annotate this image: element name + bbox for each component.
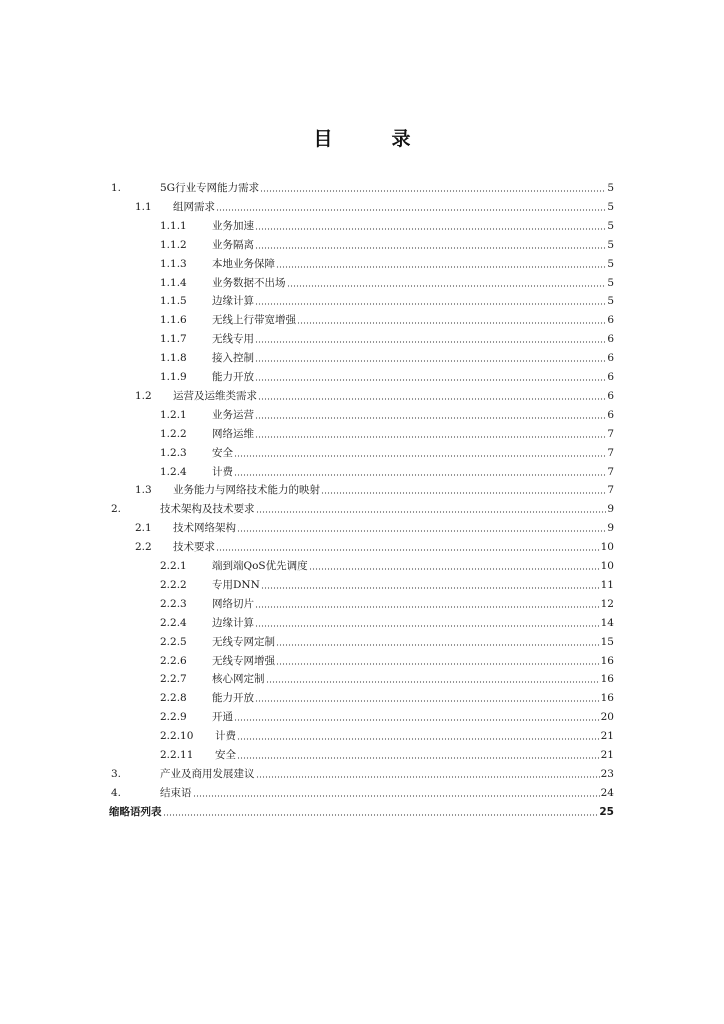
toc-entry-number: 2.1: [135, 522, 152, 535]
toc-entry-page-number: 9: [607, 503, 614, 516]
toc-entry-number: 1.2.1: [160, 408, 187, 421]
toc-entry-number: 2.2.7: [160, 673, 187, 686]
dot-leader: [255, 360, 606, 362]
dot-leader: [255, 436, 606, 438]
toc-entry[interactable]: [160, 463, 614, 479]
dot-leader: [216, 549, 600, 551]
toc-entry-title: 业务能力与网络技术能力的映射: [173, 484, 320, 497]
dot-leader: [255, 303, 606, 305]
toc-entry-page-number: 21: [600, 749, 614, 761]
toc-entry-number: 1.1: [135, 200, 152, 213]
toc-entry[interactable]: [160, 292, 614, 308]
toc-entry-title: 5G行业专网能力需求: [160, 182, 260, 194]
toc-entry[interactable]: [135, 387, 614, 403]
toc-entry[interactable]: [160, 236, 614, 252]
toc-entry[interactable]: [160, 633, 614, 649]
toc-entry-number: 1.1.8: [160, 352, 187, 365]
toc-entry-title: 专用DNN: [212, 578, 260, 591]
toc-entry[interactable]: [160, 255, 614, 271]
toc-entry-page-number: 11: [600, 578, 614, 591]
toc-entry-title: 缩略语列表: [109, 805, 162, 818]
toc-entry-page-number: 7: [607, 427, 614, 440]
toc-entry[interactable]: [160, 727, 614, 743]
toc-entry-title: 端到端QoS优先调度: [212, 560, 308, 572]
toc-entry-title: 技术网络架构: [173, 522, 236, 535]
toc-entry-page-number: 5: [607, 295, 614, 308]
toc-entry[interactable]: [111, 784, 614, 800]
dot-leader: [237, 530, 606, 532]
toc-entry-page-number: 16: [600, 692, 614, 705]
toc-entry-title: 接入控制: [212, 352, 254, 365]
toc-title: 目 录: [313, 128, 431, 150]
dot-leader: [193, 795, 600, 797]
dot-leader: [287, 285, 607, 287]
toc-entry[interactable]: [160, 708, 614, 724]
toc-entry-page-number: 24: [600, 786, 614, 799]
toc-entry-number: 1.1.1: [160, 219, 187, 232]
toc-entry-number: 4.: [111, 786, 122, 799]
toc-entry-title: 无线专用: [212, 333, 254, 346]
toc-entry-page-number: 14: [600, 616, 614, 629]
toc-entry-title: 组网需求: [173, 200, 215, 213]
toc-entry[interactable]: [160, 444, 614, 460]
toc-entry-page-number: 6: [607, 333, 614, 346]
toc-entry-number: 1.1.5: [160, 295, 187, 308]
toc-entry-number: 3.: [111, 767, 122, 780]
toc-entry-number: 1.1.2: [160, 238, 187, 251]
toc-entry-page-number: 20: [600, 711, 614, 724]
toc-entry-page-number: 7: [607, 465, 614, 478]
dot-leader: [276, 266, 606, 268]
toc-entry-title: 业务数据不出场: [212, 276, 286, 289]
toc-entry-page-number: 25: [599, 805, 614, 818]
toc-entry-title: 业务运营: [212, 408, 254, 421]
toc-entry-number: 1.3: [135, 484, 152, 497]
toc-entry[interactable]: [160, 689, 614, 705]
toc-entry[interactable]: [160, 368, 614, 384]
toc-entry-title: 网络运维: [212, 427, 254, 440]
dot-leader: [163, 814, 599, 816]
toc-entry-title: 边缘计算: [212, 616, 254, 629]
toc-entry-title: 技术要求: [173, 541, 215, 554]
toc-entry-number: 1.1.7: [160, 333, 187, 346]
toc-entry-title: 开通: [212, 711, 233, 724]
toc-entry-page-number: 10: [600, 560, 614, 572]
toc-entry-title: 产业及商用发展建议: [160, 767, 255, 780]
toc-entry-title: 本地业务保障: [212, 257, 275, 270]
toc-entry[interactable]: [160, 670, 614, 686]
toc-entry-page-number: 6: [607, 314, 614, 327]
toc-entry[interactable]: [109, 803, 614, 819]
dot-leader: [276, 644, 600, 646]
toc-entry-page-number: 6: [607, 352, 614, 365]
toc-entry-page-number: 23: [600, 767, 614, 780]
toc-entry[interactable]: [160, 595, 614, 611]
toc-entry-title: 结束语: [160, 786, 192, 799]
toc-entry-number: 1.1.9: [160, 371, 187, 383]
dot-leader: [237, 757, 600, 759]
toc-entry-title: 计费: [215, 730, 236, 743]
dot-leader: [234, 455, 606, 457]
dot-leader: [234, 719, 600, 721]
dot-leader: [255, 247, 606, 249]
dot-leader: [258, 398, 606, 400]
toc-entry[interactable]: [160, 406, 614, 422]
toc-entry-number: 2.2.2: [160, 578, 187, 591]
toc-entry-title: 无线上行带宽增强: [212, 314, 296, 327]
toc-entry-title: 运营及运维类需求: [173, 389, 257, 402]
toc-entry-number: 1.2.3: [160, 446, 187, 459]
toc-entry-title: 网络切片: [212, 597, 254, 610]
toc-entry-page-number: 10: [600, 541, 614, 554]
dot-leader: [255, 341, 606, 343]
toc-entry-number: 1.1.4: [160, 276, 187, 289]
toc-entry-page-number: 7: [607, 446, 614, 459]
toc-entry[interactable]: [160, 330, 614, 346]
toc-entry-page-number: 5: [607, 276, 614, 289]
toc-entry[interactable]: [160, 311, 614, 327]
dot-leader: [297, 322, 606, 324]
toc-entry-number: 2.2.9: [160, 711, 187, 724]
toc-entry-number: 2.2.11: [160, 749, 194, 761]
toc-entry-number: 1.1.6: [160, 314, 187, 327]
toc-entry-page-number: 15: [600, 635, 614, 648]
dot-leader: [234, 474, 606, 476]
toc-entry[interactable]: [135, 481, 614, 497]
toc-entry-title: 业务隔离: [212, 238, 254, 251]
toc-entry-page-number: 21: [600, 730, 614, 743]
toc-entry[interactable]: [160, 614, 614, 630]
toc-entry-number: 1.1.3: [160, 257, 187, 270]
dot-leader: [266, 681, 600, 683]
toc-entry-title: 无线专网增强: [212, 654, 275, 667]
dot-leader: [256, 776, 600, 778]
dot-leader: [261, 587, 600, 589]
dot-leader: [276, 663, 600, 665]
dot-leader: [255, 606, 600, 608]
toc-entry-page-number: 6: [607, 408, 614, 421]
toc-entry-number: 2.2: [135, 541, 152, 554]
toc-entry-number: 1.: [111, 182, 122, 194]
toc-entry-number: 1.2.2: [160, 427, 187, 440]
toc-entry-title: 业务加速: [212, 219, 254, 232]
toc-entry-title: 边缘计算: [212, 295, 254, 308]
toc-entry-number: 2.: [111, 503, 122, 516]
toc-entry[interactable]: [111, 179, 614, 195]
toc-entry-page-number: 6: [607, 371, 614, 383]
dot-leader: [260, 190, 606, 192]
dot-leader: [309, 568, 600, 570]
dot-leader: [237, 738, 600, 740]
toc-entry-number: 2.2.4: [160, 616, 187, 629]
toc-entry[interactable]: [111, 500, 614, 516]
toc-entry-title: 能力开放: [212, 692, 254, 705]
toc-entry-page-number: 16: [600, 654, 614, 667]
toc-entry[interactable]: [160, 425, 614, 441]
toc-entry-title: 无线专网定制: [212, 635, 275, 648]
dot-leader: [255, 625, 600, 627]
toc-entry-number: 1.2.4: [160, 465, 187, 478]
toc-entry-title: 安全: [212, 446, 233, 459]
toc-entry-title: 计费: [212, 465, 233, 478]
toc-entry-page-number: 5: [607, 200, 614, 213]
dot-leader: [321, 492, 606, 494]
toc-entry-title: 能力开放: [212, 371, 254, 383]
toc-entry[interactable]: [135, 538, 614, 554]
dot-leader: [255, 417, 606, 419]
toc-entry[interactable]: [160, 576, 614, 592]
toc-entry-page-number: 5: [607, 257, 614, 270]
toc-entry[interactable]: [135, 519, 614, 535]
toc-entry-page-number: 6: [607, 389, 614, 402]
toc-entry-number: 1.2: [135, 389, 152, 402]
toc-entry-page-number: 12: [600, 597, 614, 610]
toc-entry-page-number: 5: [607, 182, 614, 194]
toc-entry-number: 2.2.8: [160, 692, 187, 705]
dot-leader: [255, 700, 600, 702]
toc-entry-page-number: 5: [607, 238, 614, 251]
toc-entry-number: 2.2.3: [160, 597, 187, 610]
toc-entry-number: 2.2.1: [160, 560, 187, 572]
toc-entry[interactable]: [160, 349, 614, 365]
toc-entry-page-number: 7: [607, 484, 614, 497]
toc-entry[interactable]: [160, 217, 614, 233]
toc-entry-number: 2.2.5: [160, 635, 187, 648]
toc-entry[interactable]: [160, 557, 614, 573]
toc-entry-title: 技术架构及技术要求: [160, 503, 255, 516]
dot-leader: [255, 228, 606, 230]
toc-entry[interactable]: [160, 274, 614, 290]
dot-leader: [255, 379, 606, 381]
toc-entry[interactable]: [160, 652, 614, 668]
toc-entry-number: 2.2.6: [160, 654, 187, 667]
toc-entry-title: 安全: [215, 749, 236, 761]
toc-entry-page-number: 9: [607, 522, 614, 535]
toc-entry-page-number: 16: [600, 673, 614, 686]
toc-entry[interactable]: [111, 765, 614, 781]
dot-leader: [256, 511, 607, 513]
dot-leader: [216, 209, 606, 211]
toc-entry[interactable]: [135, 198, 614, 214]
toc-entry[interactable]: [160, 746, 614, 762]
toc-entry-title: 核心网定制: [212, 673, 265, 686]
toc-entry-number: 2.2.10: [160, 730, 194, 743]
toc-entry-page-number: 5: [607, 219, 614, 232]
